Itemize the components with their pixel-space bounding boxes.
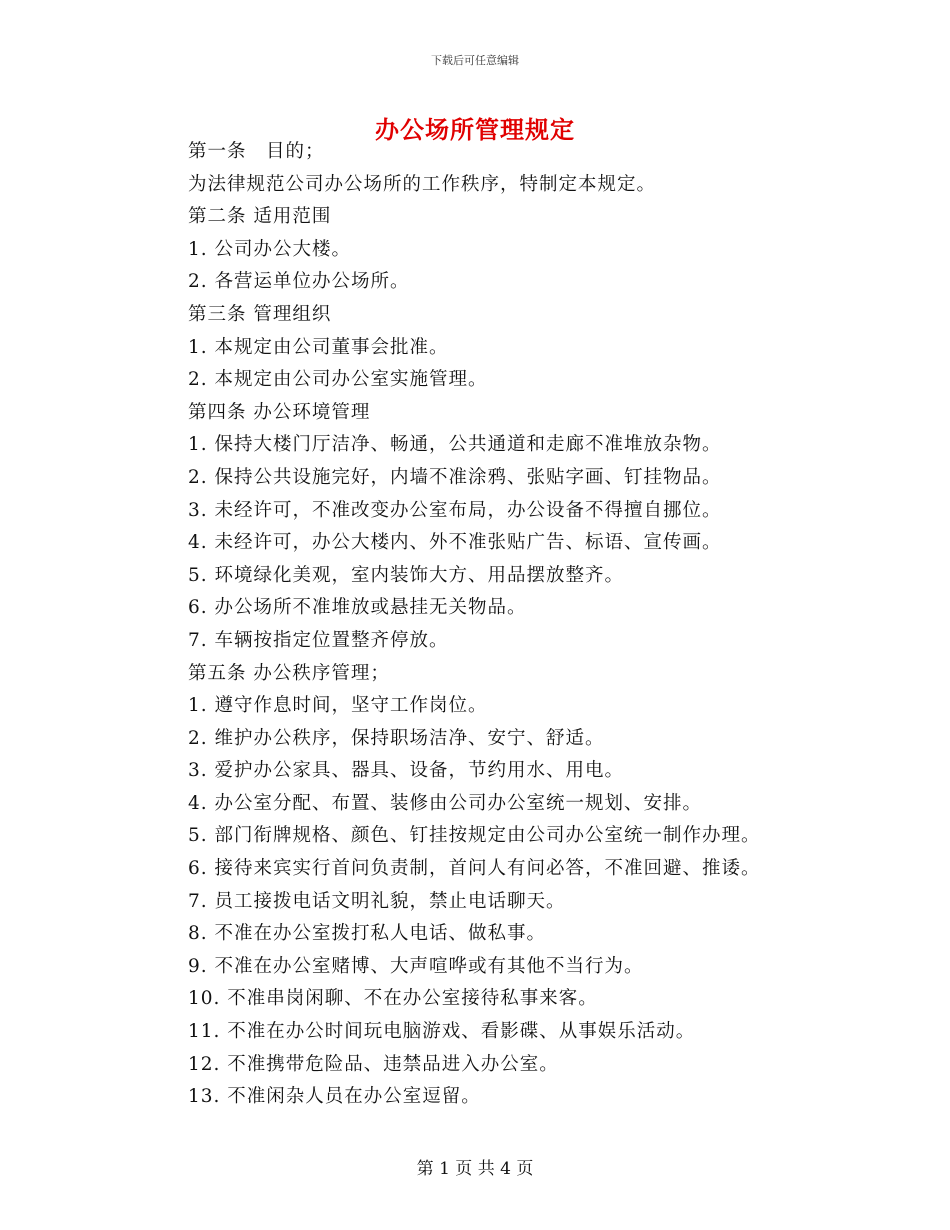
article-5-item: 6. 接待来宾实行首问负责制，首问人有问必答，不准回避、推诿。 <box>188 858 761 880</box>
document-body <box>188 136 888 1114</box>
article-4-item: 2. 保持公共设施完好，内墙不准涂鸦、张贴字画、钉挂物品。 <box>188 466 722 488</box>
article-5-item: 12. 不准携带危险品、违禁品进入办公室。 <box>188 1053 559 1075</box>
article-5-item: 1. 遵守作息时间，坚守工作岗位。 <box>188 695 488 717</box>
article-1-text: 为法律规范公司办公场所的工作秩序，特制定本规定。 <box>188 173 657 195</box>
article-4-item: 5. 环境绿化美观，室内装饰大方、用品摆放整齐。 <box>188 564 625 586</box>
article-5-item: 7. 员工接拨电话文明礼貌，禁止电话聊天。 <box>188 890 566 912</box>
article-5-heading: 第五条 办公秩序管理； <box>188 662 390 684</box>
article-3-item: 2. 本规定由公司办公室实施管理。 <box>188 369 488 391</box>
document-title: 办公场所管理规定 <box>375 115 575 144</box>
article-5-item: 10. 不准串岗闲聊、不在办公室接待私事来客。 <box>188 988 598 1010</box>
article-5-item: 11. 不准在办公时间玩电脑游戏、看影碟、从事娱乐活动。 <box>188 1021 696 1043</box>
article-5-item: 3. 爱护办公家具、器具、设备，节约用水、用电。 <box>188 760 625 782</box>
article-3-heading: 第三条 管理组织 <box>188 303 332 325</box>
article-5-item: 9. 不准在办公室赌博、大声喧哗或有其他不当行为。 <box>188 955 644 977</box>
article-5-item: 8. 不准在办公室拨打私人电话、做私事。 <box>188 923 547 945</box>
page-footer: 第 1 页 共 4 页 <box>416 1159 534 1179</box>
article-4-heading: 第四条 办公环境管理 <box>188 401 371 423</box>
article-5-item: 4. 办公室分配、布置、装修由公司办公室统一规划、安排。 <box>188 792 703 814</box>
article-4-item: 7. 车辆按指定位置整齐停放。 <box>188 629 449 651</box>
article-4-item: 4. 未经许可，办公大楼内、外不准张贴广告、标语、宣传画。 <box>188 532 722 554</box>
article-5-item: 5. 部门衔牌规格、颜色、钉挂按规定由公司办公室统一制作办理。 <box>188 825 761 847</box>
article-5-item: 2. 维护办公秩序，保持职场洁净、安宁、舒适。 <box>188 727 605 749</box>
page-header: 下载后可任意编辑 <box>431 54 519 67</box>
article-4-item: 6. 办公场所不准堆放或悬挂无关物品。 <box>188 597 527 619</box>
article-5-item: 13. 不准闲杂人员在办公室逗留。 <box>188 1086 481 1108</box>
article-1-heading: 第一条 目的； <box>188 141 325 162</box>
article-2-item: 2. 各营运单位办公场所。 <box>188 271 410 293</box>
article-3-item: 1. 本规定由公司董事会批准。 <box>188 336 449 358</box>
article-4-item: 1. 保持大楼门厅洁净、畅通，公共通道和走廊不准堆放杂物。 <box>188 434 722 456</box>
article-4-item: 3. 未经许可，不准改变办公室布局，办公设备不得擅自挪位。 <box>188 499 722 521</box>
article-2-item: 1. 公司办公大楼。 <box>188 238 352 260</box>
article-2-heading: 第二条 适用范围 <box>188 206 332 228</box>
